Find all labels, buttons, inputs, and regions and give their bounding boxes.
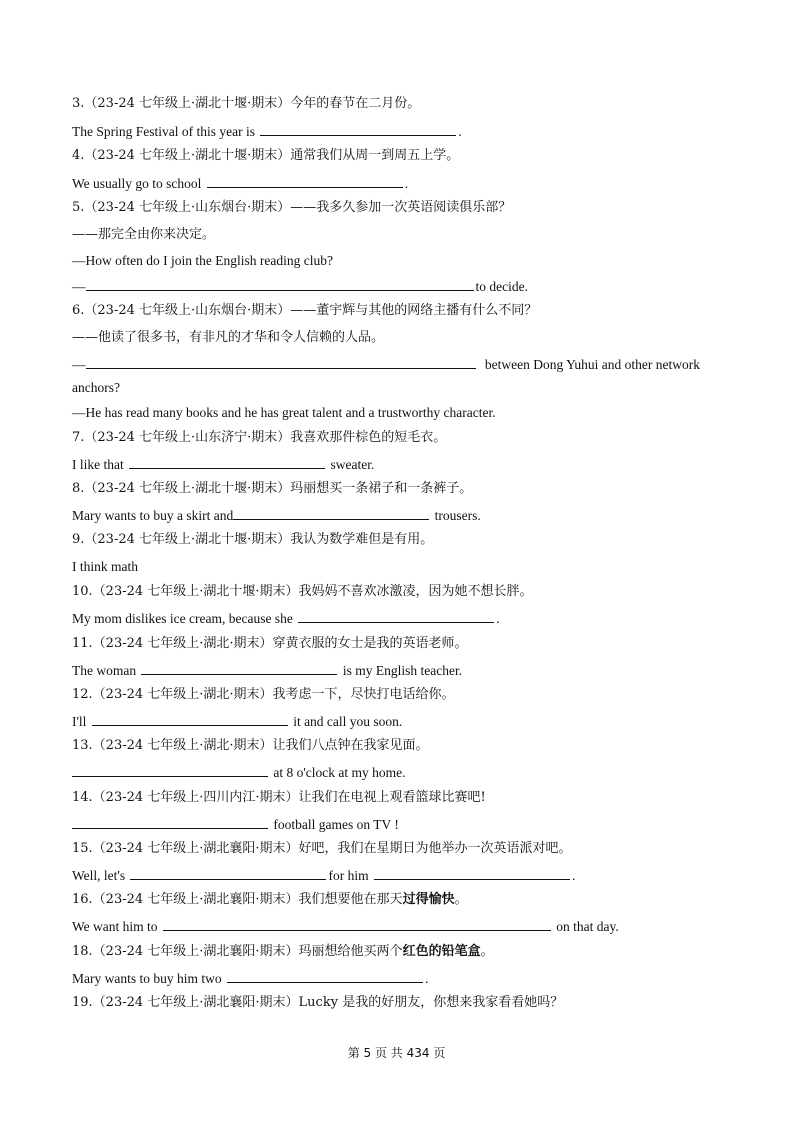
q5-answer-blank[interactable] [86, 278, 474, 291]
q16-text: 16.（23-24 七年级上·湖北襄阳·期末）我们想要他在那天 [72, 892, 403, 907]
q11-suffix: is my English teacher. [342, 663, 463, 678]
q14-chinese: 14.（23-24 七年级上·四川内江·期末）让我们在电视上观看篮球比赛吧! [72, 790, 486, 805]
q4-english [72, 175, 408, 192]
q10-answer-blank[interactable] [298, 610, 494, 623]
q8-answer-blank[interactable] [233, 507, 429, 520]
q6-suffix: between Dong Yuhui and other network [484, 357, 700, 372]
q8-chinese: 8.（23-24 七年级上·湖北十堰·期末）玛丽想买一条裙子和一条裤子。 [72, 481, 473, 496]
q7-chinese: 7.（23-24 七年级上·山东济宁·期末）我喜欢那件棕色的短毛衣。 [72, 430, 447, 445]
q16-bold-phrase: 过得愉快 [402, 892, 455, 907]
q5-chinese: 5.（23-24 七年级上·山东烟台·期末）——我多久参加一次英语阅读俱乐部？ [72, 200, 512, 215]
q15-period: . [571, 868, 576, 883]
q12-chinese: 12.（23-24 七年级上·湖北·期末）我考虑一下，尽快打电话给你。 [72, 687, 455, 702]
q5-suffix: to decide. [475, 279, 528, 294]
q18-english [72, 970, 428, 987]
q11-prompt: The woman [72, 663, 137, 678]
q16-suffix: on that day. [556, 919, 619, 934]
q10-period: . [496, 611, 500, 626]
q6-english-continuation: anchors? [72, 380, 120, 395]
q9-chinese: 9.（23-24 七年级上·湖北十堰·期末）我认为数学难但是有用。 [72, 532, 434, 547]
q16-english [72, 918, 619, 935]
q7-answer-blank[interactable] [129, 456, 325, 469]
q15-answer-blank-1[interactable] [130, 867, 326, 880]
q4-chinese: 4.（23-24 七年级上·湖北十堰·期末）通常我们从周一到周五上学。 [72, 148, 460, 163]
q13-answer-blank[interactable] [72, 764, 268, 777]
q13-suffix: at 8 o'clock at my home. [273, 765, 406, 780]
q8-prompt: Mary wants to buy a skirt and [72, 508, 234, 523]
q13-chinese: 13.（23-24 七年级上·湖北·期末）让我们八点钟在我家见面。 [72, 738, 429, 753]
q14-answer-blank[interactable] [72, 816, 268, 829]
q11-english [72, 662, 462, 679]
q8-english [72, 507, 481, 524]
q12-answer-blank[interactable] [92, 713, 288, 726]
q14-english [72, 816, 399, 833]
page-footer: 第 5 页 共 434 页 [347, 1046, 446, 1060]
q6-english-reply: —He has read many books and he has great talent and a trustworthy character. [72, 405, 496, 420]
q4-answer-blank[interactable] [207, 175, 403, 188]
q5-chinese-reply: ——那完全由你来决定。 [72, 227, 216, 242]
q11-chinese: 11.（23-24 七年级上·湖北·期末）穿黄衣服的女士是我的英语老师。 [72, 636, 468, 651]
q16-answer-blank[interactable] [163, 918, 551, 931]
q10-english [72, 610, 500, 627]
q18-bold-phrase: 红色的铅笔盒 [402, 944, 481, 959]
q8-suffix: trousers. [434, 508, 481, 523]
q18-period: . [425, 971, 429, 986]
q12-suffix: it and call you soon. [293, 714, 403, 729]
q12-prompt: I'll [72, 714, 87, 729]
q16-prompt: We want him to [72, 919, 158, 934]
q5-english-question: —How often do I join the English reading club? [72, 253, 333, 268]
q18-chinese [72, 944, 494, 960]
q6-english-question [72, 356, 700, 373]
q10-chinese: 10.（23-24 七年级上·湖北十堰·期末）我妈妈不喜欢冰激凌，因为她不想长胖。 [72, 584, 533, 599]
q3-prompt: The Spring Festival of this year is [72, 124, 255, 139]
q18-end: 。 [480, 944, 494, 959]
q5-dash: — [72, 279, 86, 294]
q9-english: I think math [72, 559, 138, 574]
q15-middle: for him [328, 868, 369, 883]
q16-end: 。 [454, 892, 468, 907]
q3-answer-blank[interactable] [260, 123, 456, 136]
q13-english [72, 764, 406, 781]
q6-chinese-reply: ——他读了很多书，有非凡的才华和令人信赖的人品。 [72, 330, 385, 345]
q19-chinese: 19.（23-24 七年级上·湖北襄阳·期末）Lucky 是我的好朋友，你想来我家看看她吗？ [72, 995, 564, 1010]
q16-chinese [72, 892, 468, 908]
q18-text: 18.（23-24 七年级上·湖北襄阳·期末）玛丽想给他买两个 [72, 944, 403, 959]
q4-period: . [404, 176, 409, 191]
q3-english [72, 123, 462, 140]
q5-english-reply [72, 278, 528, 295]
q4-prompt: We usually go to school [72, 176, 202, 191]
q18-prompt: Mary wants to buy him two [72, 971, 222, 986]
q6-answer-blank[interactable] [86, 356, 476, 369]
q11-answer-blank[interactable] [141, 662, 337, 675]
q15-english [72, 867, 575, 884]
q3-period: . [458, 124, 462, 139]
q6-chinese: 6.（23-24 七年级上·山东烟台·期末）——董宇辉与其他的网络主播有什么不同？ [72, 303, 538, 318]
q14-suffix: football games on TV ! [273, 817, 399, 832]
q7-prompt: I like that [72, 457, 124, 472]
q7-english [72, 456, 374, 473]
q18-answer-blank[interactable] [227, 970, 423, 983]
q7-suffix: sweater. [330, 457, 375, 472]
q12-english [72, 713, 402, 730]
q15-prompt: Well, let's [72, 868, 126, 883]
q15-chinese: 15.（23-24 七年级上·湖北襄阳·期末）好吧，我们在星期日为他举办一次英语派对吧。 [72, 841, 572, 856]
q15-answer-blank-2[interactable] [374, 867, 570, 880]
q3-chinese: 3.（23-24 七年级上·湖北十堰·期末）今年的春节在二月份。 [72, 96, 421, 111]
q6-dash: — [72, 357, 86, 372]
q10-prompt: My mom dislikes ice cream, because she [72, 611, 293, 626]
